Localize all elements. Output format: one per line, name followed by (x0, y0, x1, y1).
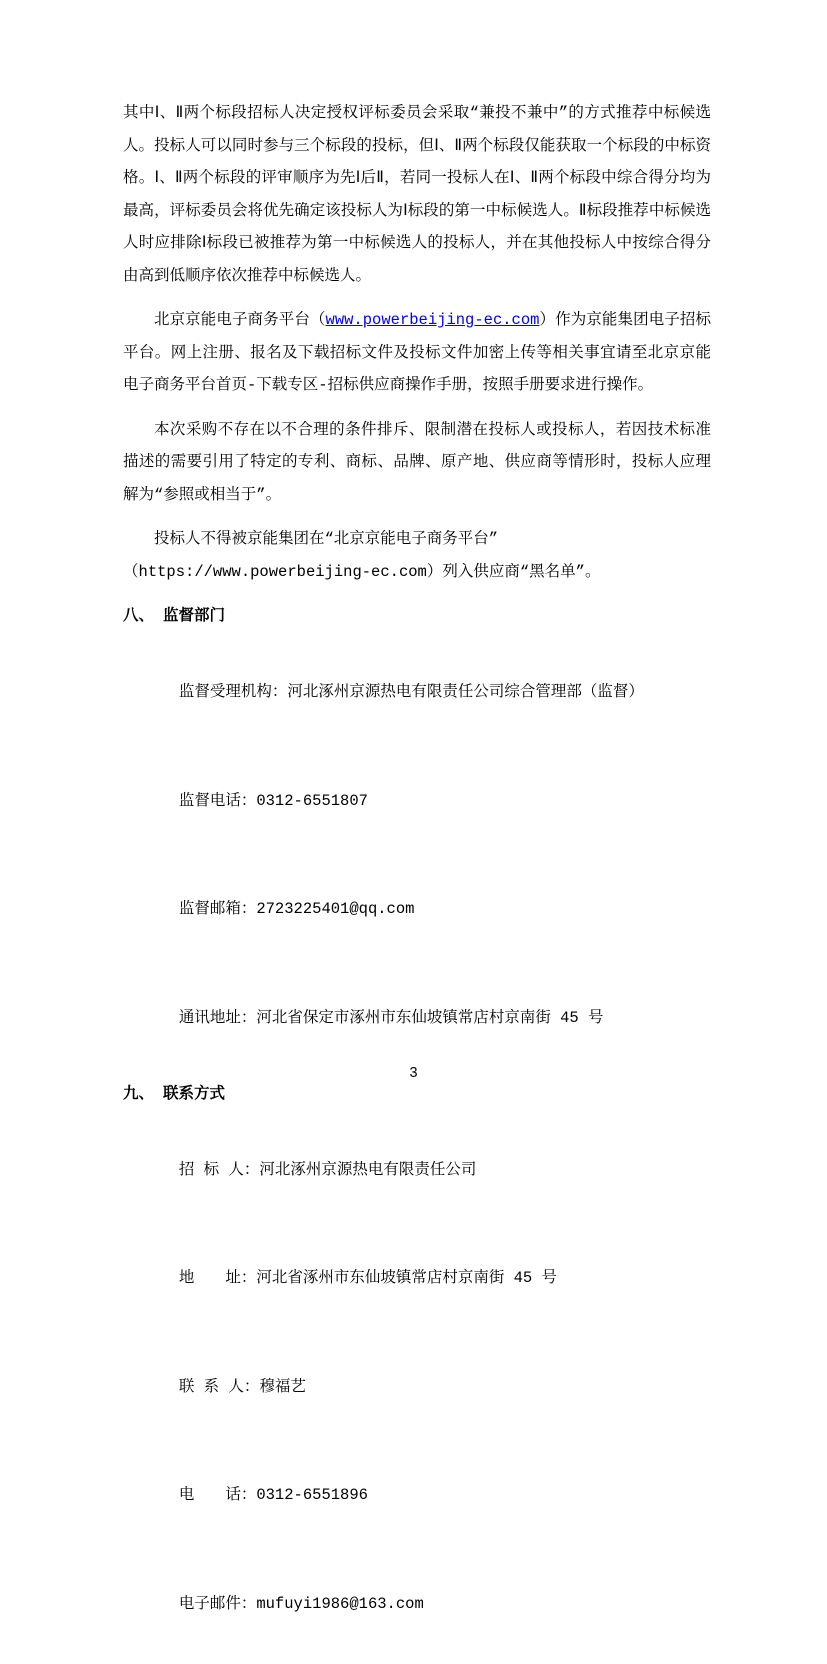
paragraph-blacklist (123, 523, 711, 588)
field-label: 监督电话： (178, 791, 257, 810)
powerbeijing-link[interactable]: www.powerbeijing-ec.com (325, 311, 540, 329)
paragraph-fair-conditions (123, 414, 711, 512)
field-label: 电 话： (178, 1486, 257, 1504)
field-row-tenderer (123, 1121, 711, 1219)
blacklist-url-text: https://www.powerbeijing-ec.com (138, 562, 427, 581)
field-label: 地 址： (178, 1269, 257, 1287)
platform-intro-before-link: 北京京能电子商务平台（ (154, 311, 326, 329)
section-title-supervision: 监督部门 (163, 607, 226, 625)
field-label: 监督受理机构： (178, 683, 288, 701)
field-row-contact-person (123, 1338, 711, 1436)
field-row-address (123, 1230, 711, 1328)
section-number-contact: 九、 (123, 1084, 155, 1103)
page-number: 3 (409, 1066, 418, 1082)
field-row-supervision-agency (123, 644, 711, 742)
field-label: 监督邮箱： (178, 900, 257, 918)
field-row-supervision-email (123, 861, 711, 959)
field-value: 穆福艺 (259, 1377, 306, 1396)
blacklist-line-1: 投标人不得被京能集团在“北京京能电子商务平台” (154, 530, 499, 548)
field-label: 通讯地址： (178, 1008, 257, 1027)
field-label: 招 标 人： (178, 1160, 260, 1179)
section-title-contact: 联系方式 (163, 1084, 226, 1103)
field-value: 河北省涿州市东仙坡镇常店村京南街 45 号 (256, 1269, 558, 1287)
field-row-phone (123, 1447, 711, 1545)
field-row-email (123, 1555, 711, 1653)
blacklist-open-paren: （ (123, 562, 139, 581)
section-number-supervision: 八、 (123, 607, 155, 625)
field-value: 河北省保定市涿州市东仙坡镇常店村京南街 45 号 (256, 1008, 604, 1027)
field-value: 0312-6551896 (256, 1486, 368, 1504)
blacklist-close-text: ）列入供应商“黑名单”。 (426, 562, 601, 581)
paragraph-lot-evaluation-text: 其中Ⅰ、Ⅱ两个标段招标人决定授权评标委员会采取“兼投不兼中”的方式推荐中标候选人。投标人可以同时参与三个标段的投标，但Ⅰ、Ⅱ两个标段仅能获取一个标段的中标资格。Ⅰ、Ⅱ两个标段的评审顺序为先Ⅰ后Ⅱ，若同一投标人在Ⅰ、Ⅱ两个标段中综合得分均为最高，评标委员会将优先确定该投标人为Ⅰ标段的第一中标候选人。Ⅱ标段推荐中标候选人时应排除Ⅰ标段已被推荐为第一中标候选人的投标人，并在其他投标人中按综合得分由高到低顺序依次推荐中标候选人。 (123, 104, 711, 285)
paragraph-fair-conditions-text: 本次采购不存在以不合理的条件排斥、限制潜在投标人或投标人，若因技术标准描述的需要引用了特定的专利、商标、品牌、原产地、供应商等情形时，投标人应理解为“参照或相当于”。 (123, 420, 711, 504)
paragraph-platform-intro (123, 304, 711, 402)
field-value: 河北涿州京源热电有限责任公司综合管理部（监督） (287, 683, 644, 701)
section-heading-supervision (123, 600, 711, 633)
field-label: 电子邮件： (178, 1594, 257, 1613)
blacklist-line-2 (123, 556, 711, 589)
paragraph-lot-evaluation (123, 97, 711, 292)
platform-intro-after-link: ）作为京能集团电子招标平台。网上注册、报名及下载招标文件及投标文件加密上传等相关事宜请至北京京能电子商务平台首页-下载专区-招标供应商操作手册，按照手册要求进行操作。 (123, 311, 711, 394)
document-content (123, 97, 711, 1664)
field-value: 0312-6551807 (256, 791, 368, 810)
field-row-supervision-phone (123, 752, 711, 850)
field-value: mufuyi1986@163.com (256, 1594, 424, 1613)
field-label: 联 系 人： (178, 1377, 260, 1396)
field-value: 2723225401@qq.com (256, 900, 415, 918)
field-value: 河北涿州京源热电有限责任公司 (259, 1160, 477, 1179)
field-row-supervision-address (123, 969, 711, 1067)
